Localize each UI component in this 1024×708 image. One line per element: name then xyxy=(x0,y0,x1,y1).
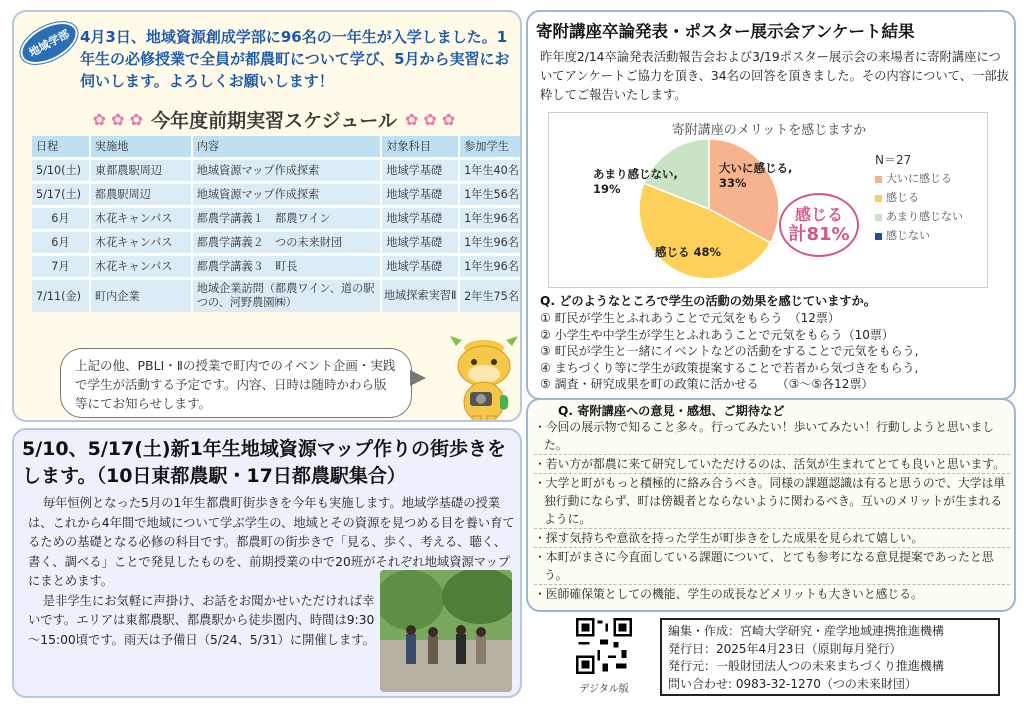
admission-headline: 4月3日、地域資源創成学部に96名の一年生が入学しました。1年生の必修授業で全員が都農町について学び、5月から実習にお伺いします。よろしくお願いします！ xyxy=(80,28,510,90)
walk-paragraph-1: 毎年恒例となった5月の1年生都農町街歩きを今年も実施します。地域学基礎の授業は、これから4年間で地域について学ぶ学生の、地域とその資源を見つめる目を養い育てるための基礎となる必修の科目です。都農町の街歩きで「見る、歩く、考える、聴く、書く、調べる」ことで発見したものを、前期授業の中で20班がそれぞれ地域資源マップにまとめます。 xyxy=(28,496,515,588)
table-cell: 5/17(土) xyxy=(32,182,90,206)
list-item: ・本町がまさに今直面している課題について、とても参考になる意見提案であったと思う。 xyxy=(534,548,1010,585)
table-row xyxy=(32,254,522,278)
table-cell: 地域企業訪問（都農ワイン、道の駅つの、河野農園㈱） xyxy=(192,278,382,312)
schedule-title-row xyxy=(34,106,514,132)
table-cell: 地域学基礎 xyxy=(381,254,459,278)
flower-icon: ✿ ✿ ✿ xyxy=(404,109,456,129)
list-item: ③ 町民が学生と一緒にイベントなどの活動をすることで元気をもらう, xyxy=(540,344,919,358)
bubble-tail xyxy=(410,370,426,386)
slice-label-line: あまり感じない, 19% xyxy=(593,167,678,196)
table-header-row xyxy=(32,136,522,158)
merit-pie-chart xyxy=(548,112,988,288)
table-cell: 1年生96名 xyxy=(459,230,522,254)
table-cell: 1年生56名 xyxy=(459,182,522,206)
slice-label-line: 大いに感じる, 33% xyxy=(719,161,793,190)
table-cell: 地域学基礎 xyxy=(381,230,459,254)
legend-swatch xyxy=(875,214,882,221)
schedule-table xyxy=(32,136,522,312)
legend-item xyxy=(875,188,963,207)
opinions-panel xyxy=(526,398,1016,612)
table-row xyxy=(32,206,522,230)
table-cell: 地域学基礎 xyxy=(381,158,459,182)
table-cell: 5/10(土) xyxy=(32,158,90,182)
list-item: ・大学と町がもっと積極的に絡み合うべき。同様の課題認識は有ると思うので、大学は単独行動にならず、町は傍観者とならないように関わるべき。互いのメリットが生まれるように。 xyxy=(534,474,1010,529)
table-cell: 7/11(金) xyxy=(32,278,90,312)
q1-answers xyxy=(540,310,1010,393)
table-cell: 地域学基礎 xyxy=(381,182,459,206)
table-header: 内容 xyxy=(192,136,382,158)
list-item: ・探す気持ちや意欲を持った学生が町歩きをした成果を見られて嬉しい。 xyxy=(534,529,1010,548)
walk-panel xyxy=(12,428,522,698)
callout-line-1: 感じる xyxy=(794,205,843,224)
slice-label-some: 感じる 48% xyxy=(655,245,722,259)
region-badge: 地域学部 xyxy=(14,13,85,72)
table-header: 実施地 xyxy=(90,136,192,158)
schedule-title: 今年度前期実習スケジュール xyxy=(151,109,397,132)
legend-label: 感じない xyxy=(886,229,930,242)
qr-code[interactable] xyxy=(576,618,632,674)
list-item: ⑤ 調査・研究成果を町の政策に活かせる （③～⑤各12票） xyxy=(540,377,874,391)
list-item: ・医師確保策としての機能、学生の成長などメリットも大きいと感じる。 xyxy=(534,587,923,601)
publisher-info xyxy=(660,618,1000,696)
footer-line: 編集・作成：宮崎大学研究・産学地域連携推進機構 xyxy=(668,624,945,638)
legend-label: あまり感じない xyxy=(886,210,963,223)
schedule-panel xyxy=(12,10,522,422)
table-cell: 地域資源マップ作成探索 xyxy=(192,182,382,206)
legend-item xyxy=(875,226,963,245)
table-cell: 地域学基礎 xyxy=(381,206,459,230)
walk-title: 5/10、5/17(土)新1年生地域資源マップ作りの街歩きをします。（10日東都農駅・17日都農駅集合） xyxy=(22,438,507,487)
sample-size-label: N＝27 xyxy=(875,153,912,167)
table-cell: 7月 xyxy=(32,254,90,278)
legend-swatch xyxy=(875,176,882,183)
table-cell: 6月 xyxy=(32,206,90,230)
list-item: ・若い方が都農に来て研究していただけるのは、活気が生まれてとても良いと思います。 xyxy=(534,455,1010,474)
walk-paragraph-2: 是非学生にお気軽に声掛け、お話をお聞かせいただければ幸いです。エリアは東都農駅、都農駅から徒歩圏内、時間は9:30～15:00頃です。雨天は予備日（5/24、5/31）に開催します。 xyxy=(28,593,375,647)
qr-label: デジタル版 xyxy=(579,684,629,695)
table-cell: 木花キャンパス xyxy=(90,254,192,278)
legend-swatch xyxy=(875,195,882,202)
table-cell: 都農学講義３ 町長 xyxy=(192,254,382,278)
q2-question: Q. 寄附講座への意見・感想、ご期待など xyxy=(558,404,785,418)
survey-intro: 昨年度2/14卒論発表活動報告会および3/19ポスター展示会の来場者に寄附講座についてアンケートご協力を頂き、34名の回答を頂きました。その内容について、一部抜粋してご報告いたします。 xyxy=(540,50,1009,102)
table-cell: 東都農駅周辺 xyxy=(90,158,192,182)
table-cell: 地域探索実習Ⅱ xyxy=(381,278,459,312)
chart-legend xyxy=(875,169,963,245)
table-header: 対象科目 xyxy=(381,136,459,158)
list-item: ・今回の展示物で知ること多々。行ってみたい！歩いてみたい！行動しようと思いました。 xyxy=(534,418,1010,455)
footer-line: 問い合わせ: 0983-32-1270（つの未来財団） xyxy=(668,676,917,691)
flower-icon: ✿ ✿ ✿ xyxy=(92,109,144,129)
chart-title: 寄附講座のメリットを感じますか xyxy=(671,123,867,138)
slice-label-very xyxy=(719,161,792,191)
table-cell: 1年生96名 xyxy=(459,206,522,230)
table-cell: 都農学講義２ つの未来財団 xyxy=(192,230,382,254)
slice-label-little xyxy=(593,167,678,197)
q1-question: Q. どのようなところで学生の活動の効果を感じていますか。 xyxy=(540,294,876,308)
table-row xyxy=(32,182,522,206)
table-cell: 町内企業 xyxy=(90,278,192,312)
table-header: 参加学生 xyxy=(459,136,522,158)
legend-item xyxy=(875,207,963,226)
list-item: ④ まちづくり等に学生が政策提案することで若者から気づきをもらう, xyxy=(540,360,919,375)
q2-answers xyxy=(534,418,1010,603)
legend-label: 大いに感じる xyxy=(886,172,952,185)
table-header: 日程 xyxy=(32,136,90,158)
legend-swatch xyxy=(875,233,882,240)
table-cell: 1年生40名 xyxy=(459,158,522,182)
table-cell: 木花キャンパス xyxy=(90,230,192,254)
students-walking-photo xyxy=(380,570,512,692)
footer-line: 発行日：2025年4月23日（原則毎月発行） xyxy=(668,641,902,656)
legend-label: 感じる xyxy=(886,191,919,204)
table-cell: 都農学講義１ 都農ワイン xyxy=(192,206,382,230)
table-cell: 木花キャンパス xyxy=(90,206,192,230)
total-callout xyxy=(779,193,859,257)
list-item: ② 小学生や中学生が学生とふれあうことで元気をもらう（10票） xyxy=(540,327,894,342)
legend-item xyxy=(875,169,963,188)
table-row xyxy=(32,158,522,182)
survey-title: 寄附講座卒論発表・ポスター展示会アンケート結果 xyxy=(536,22,915,41)
survey-panel xyxy=(526,10,1016,400)
notice-bubble: 上記の他、PBLⅠ・Ⅱの授業で町内でのイベント企画・実践で学生が活動する予定です。内容、日時は随時かわら版等にてお知らせします。 xyxy=(60,348,412,418)
table-cell: 1年生96名 xyxy=(459,254,522,278)
table-row xyxy=(32,278,522,312)
table-cell: 2年生75名 xyxy=(459,278,522,312)
mascot-illustration xyxy=(446,330,522,422)
table-cell: 6月 xyxy=(32,230,90,254)
callout-line-2: 計81% xyxy=(788,224,850,245)
list-item: ① 町民が学生とふれあうことで元気をもらう （12票） xyxy=(540,311,840,325)
table-row xyxy=(32,230,522,254)
footer-line: 発行元：一般財団法人つの未来まちづくり推進機構 xyxy=(668,659,944,673)
table-cell: 地域資源マップ作成探索 xyxy=(192,158,382,182)
table-cell: 都農駅周辺 xyxy=(90,182,192,206)
